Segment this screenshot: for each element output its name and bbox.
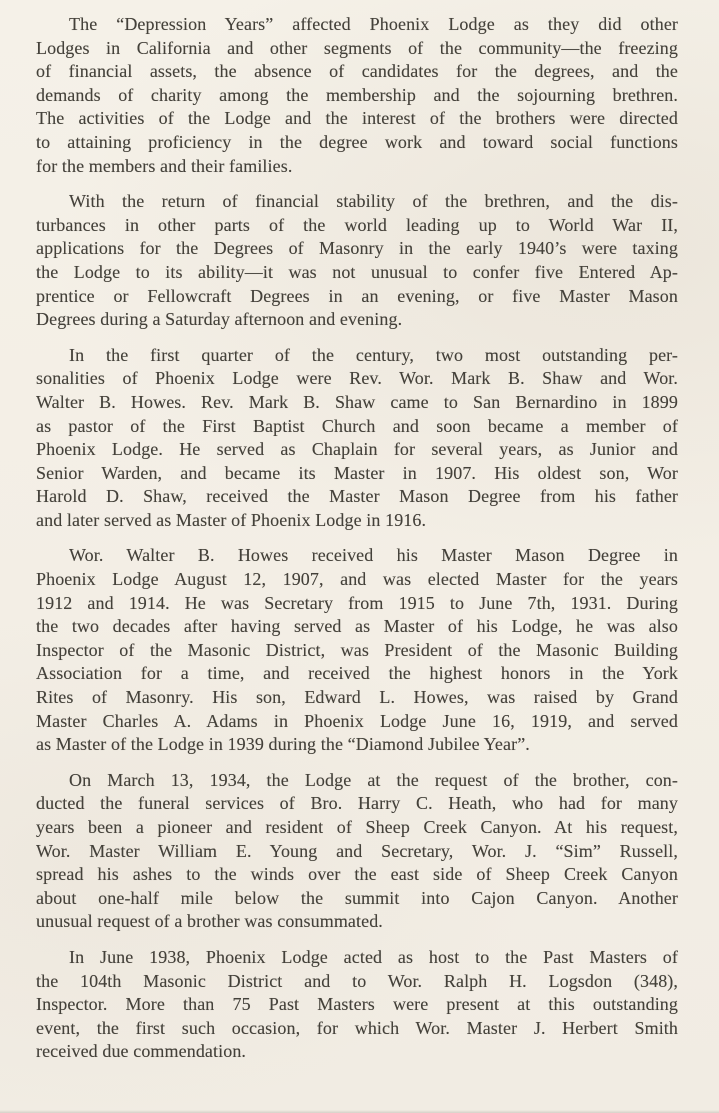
text-line: Master Charles A. Adams in Phoenix Lodge June 16, 1919, and served	[36, 710, 678, 731]
text-line: In the first quarter of the century, two most outstanding per-	[69, 344, 678, 365]
text-line: With the return of financial stability of the brethren, and the dis-	[69, 191, 678, 212]
text-line: received due commendation.	[36, 1041, 247, 1062]
text-line: the two decades after having served as Master of his Lodge, he was also	[36, 616, 678, 637]
text-line: Phoenix Lodge August 12, 1907, and was elected Master for the years	[36, 569, 678, 590]
paragraph	[36, 946, 678, 1064]
text-line: of financial assets, the absence of candidates for the degrees, and the	[36, 61, 678, 82]
text-line: demands of charity among the membership and the sojourning brethren.	[36, 84, 678, 105]
text-line: prentice or Fellowcraft Degrees in an evening, or five Master Mason	[36, 285, 678, 306]
text-line: Harold D. Shaw, received the Master Mason Degree from his father	[36, 486, 678, 507]
text-line: about one-half mile below the summit into Cajon Canyon. Another	[36, 887, 678, 908]
text-line: unusual request of a brother was consummated.	[36, 911, 383, 932]
text-line: the 104th Masonic District and to Wor. Ralph H. Logsdon (348),	[36, 970, 678, 991]
text-line: Rites of Masonry. His son, Edward L. Howes, was raised by Grand	[36, 687, 678, 708]
text-line: Degrees during a Saturday afternoon and evening.	[36, 309, 403, 330]
text-line: for the members and their families.	[36, 155, 293, 176]
text-line: Lodges in California and other segments of the community—the freezing	[36, 37, 678, 58]
text-line: 1912 and 1914. He was Secretary from 1915 to June 7th, 1931. During	[36, 592, 678, 613]
text-line: Inspector. More than 75 Past Masters were present at this outstanding	[36, 994, 678, 1015]
paragraph	[36, 190, 678, 332]
text-line: as Master of the Lodge in 1939 during the “Diamond Jubilee Year”.	[36, 734, 530, 755]
text-line: Wor. Walter B. Howes received his Master Mason Degree in	[69, 545, 678, 566]
text-line: In June 1938, Phoenix Lodge acted as host to the Past Masters of	[69, 946, 678, 967]
text-line: sonalities of Phoenix Lodge were Rev. Wor. Mark B. Shaw and Wor.	[36, 368, 678, 389]
text-line: years been a pioneer and resident of Sheep Creek Canyon. At his request,	[36, 817, 678, 837]
text-line: event, the first such occasion, for which Wor. Master J. Herbert Smith	[36, 1017, 678, 1038]
text-line: and later served as Master of Phoenix Lodge in 1916.	[36, 509, 427, 530]
paragraph	[36, 13, 678, 178]
text-line: The activities of the Lodge and the interest of the brothers were directed	[36, 108, 678, 129]
paragraph	[36, 769, 678, 934]
text-line: The “Depression Years” affected Phoenix Lodge as they did other	[69, 14, 678, 34]
text-line: the Lodge to its ability—it was not unusual to confer five Entered Ap-	[36, 261, 678, 282]
text-line: turbances in other parts of the world leading up to World War II,	[36, 214, 678, 235]
paragraph	[36, 544, 678, 756]
text-line: spread his ashes to the winds over the east side of Sheep Creek Canyon	[36, 864, 678, 885]
page-text	[36, 13, 678, 1064]
text-line: applications for the Degrees of Masonry in the early 1940’s were taxing	[36, 238, 678, 259]
text-line: ducted the funeral services of Bro. Harry C. Heath, who had for many	[36, 793, 678, 814]
text-line: Walter B. Howes. Rev. Mark B. Shaw came to San Bernardino in 1899	[36, 391, 678, 412]
text-line: Inspector of the Masonic District, was President of the Masonic Building	[36, 639, 678, 660]
text-line: Senior Warden, and became its Master in 1907. His oldest son, Wor	[36, 462, 678, 483]
text-line: Association for a time, and received the highest honors in the York	[36, 663, 678, 684]
paragraph	[36, 344, 678, 533]
text-line: Wor. Master William E. Young and Secretary, Wor. J. “Sim” Russell,	[36, 840, 678, 861]
text-line: as pastor of the First Baptist Church and soon became a member of	[36, 415, 678, 436]
text-line: On March 13, 1934, the Lodge at the request of the brother, con-	[69, 769, 678, 790]
text-line: Phoenix Lodge. He served as Chaplain for several years, as Junior and	[36, 439, 678, 460]
text-line: to attaining proficiency in the degree work and toward social functions	[36, 131, 678, 152]
